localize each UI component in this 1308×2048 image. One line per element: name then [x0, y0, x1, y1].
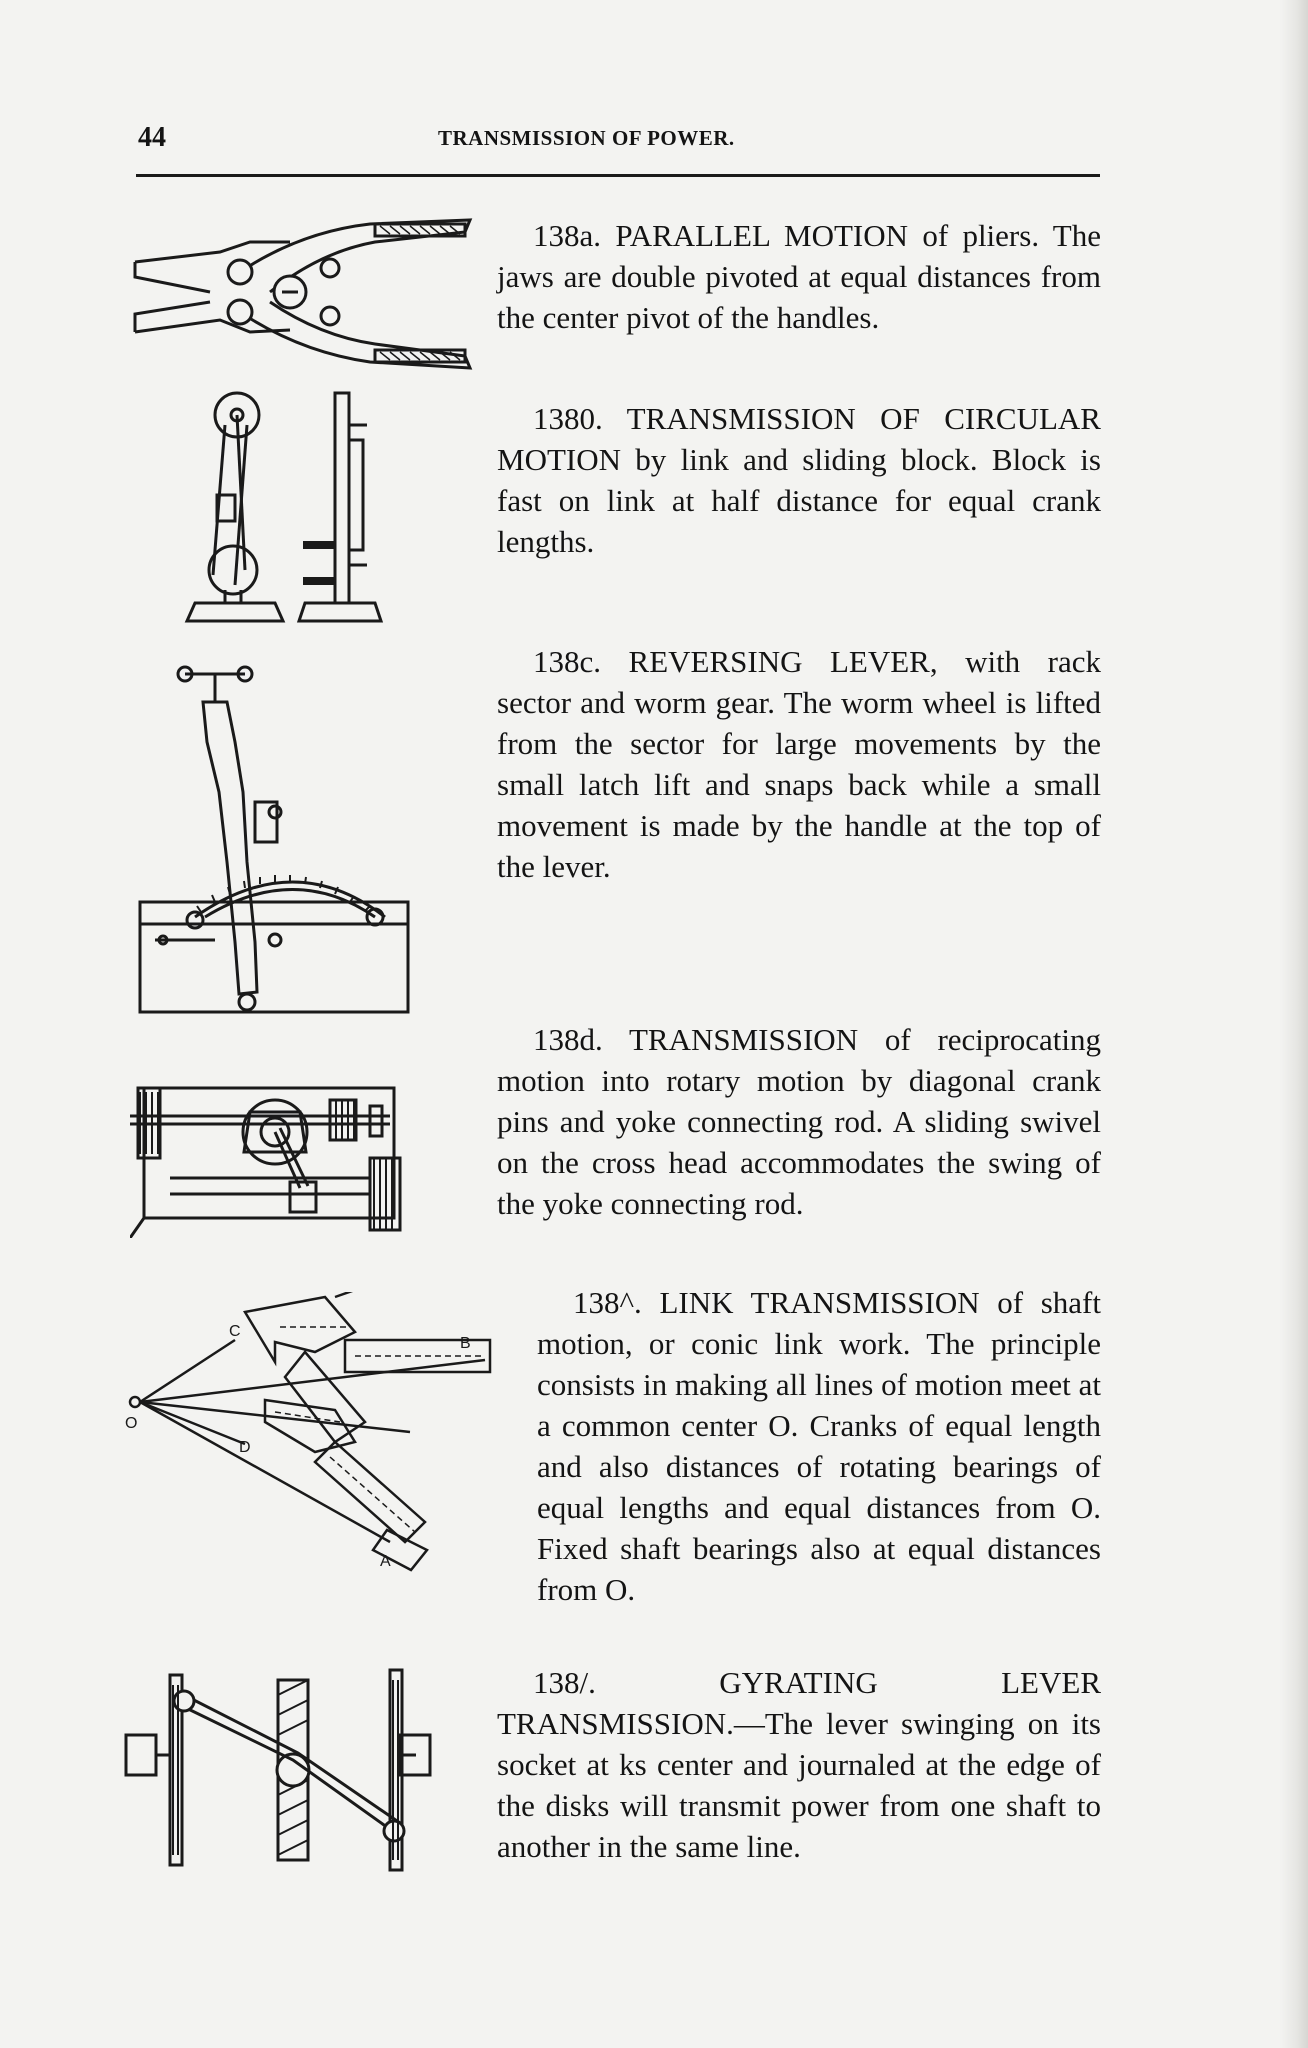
section-text: TRANSMISSION of reciprocating motion into rotary motion by diagonal crank pins and yoke connecting rod. A sliding swivel on the cross head accommodates the swing of the yoke connecting rod. — [497, 1022, 1101, 1221]
page-number: 44 — [138, 122, 166, 153]
section-text: TRANSMISSION OF CIRCULAR MOTION by link and sliding block. Block is fast on link at half distance for equal crank lengths. — [497, 401, 1101, 559]
section-number: 138/. — [533, 1665, 596, 1700]
section-text: GYRATING LEVER TRANSMISSION.—The lever swinging on its socket at ks center and journaled at the edge of the disks will transmit power from one shaft to another in the same line. — [497, 1665, 1101, 1864]
figure-label: A — [380, 1553, 391, 1570]
section-138e — [537, 1282, 1101, 1610]
section-138c — [497, 641, 1101, 887]
figure-label: B — [460, 1335, 471, 1352]
section-number: 138^. — [573, 1285, 642, 1320]
running-title: TRANSMISSION OF POWER. — [438, 126, 735, 150]
section-138b — [497, 398, 1101, 562]
figure-conic-link-work — [125, 1292, 505, 1622]
section-138d — [497, 1019, 1101, 1224]
section-number: 138d. — [533, 1022, 603, 1057]
header-rule — [136, 174, 1100, 177]
section-text: REVERSING LEVER, with rack sector and worm gear. The worm wheel is lifted from the sector for large movements by the small latch lift and snaps back while a small movement is made by the handle at the top of the lever. — [497, 644, 1102, 884]
section-number: 1380. — [533, 401, 603, 436]
figure-gyrating-lever — [118, 1665, 463, 1875]
figure-label: C — [229, 1323, 241, 1340]
page-edge-shadow — [1280, 0, 1308, 2048]
figure-label: D — [239, 1439, 251, 1456]
figure-label: O — [125, 1415, 138, 1432]
section-text: PARALLEL MOTION of pliers. The jaws are double pivoted at equal distances from the center pivot of the handles. — [497, 218, 1101, 335]
figure-circular-motion-link-block — [175, 385, 385, 625]
section-text: LINK TRANSMISSION of shaft motion, or conic link work. The principle consists in making all lines of motion meet at a common center O. Cranks of equal length and also distances of rotating bearings of equal lengths and equal distances from O. Fixed shaft bearings also at equal distances from O. — [537, 1285, 1101, 1607]
section-138a — [497, 215, 1101, 338]
figure-reciprocating-to-rotary-yoke — [130, 1048, 410, 1238]
figure-reversing-lever-worm-gear — [135, 662, 415, 1022]
section-138f — [497, 1662, 1101, 1867]
page-header — [138, 122, 1100, 162]
section-number: 138a. — [533, 218, 602, 253]
figure-parallel-motion-pliers — [130, 212, 480, 372]
section-number: 138c. — [533, 644, 602, 679]
